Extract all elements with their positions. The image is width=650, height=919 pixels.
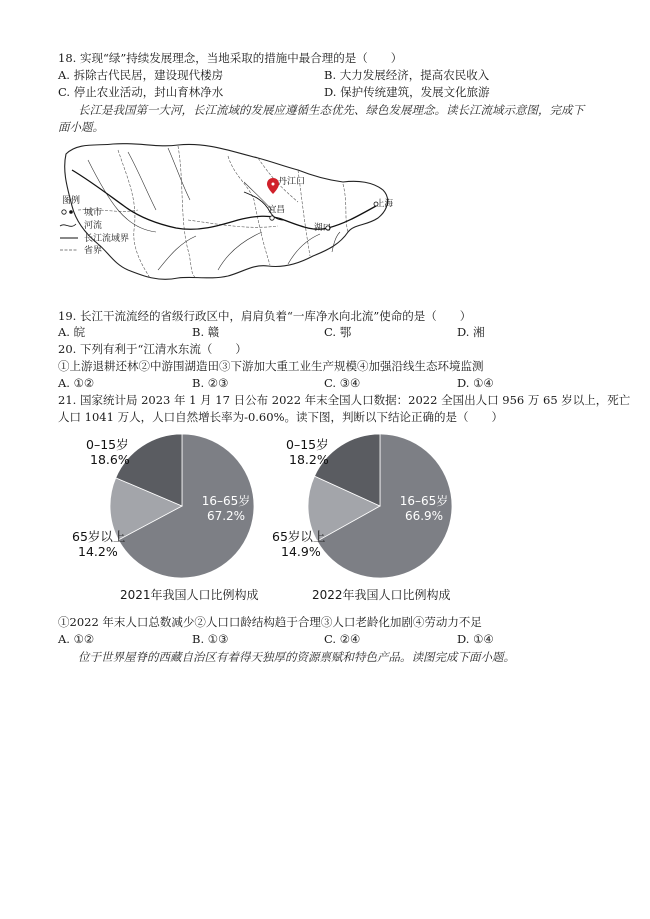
tibet-intro: 位于世界屋脊的西藏自治区有着得天独厚的资源禀赋和特色产品。读图完成下面小题。 (78, 650, 515, 664)
pie2-label-65plus: 65岁以上 (272, 529, 326, 544)
pie2-value-0-15: 18.2% (289, 452, 329, 467)
q21-option-d: D. ①④ (457, 632, 494, 646)
q20-option-a: A. ①② (58, 376, 95, 390)
q21-option-a: A. ①② (58, 632, 95, 646)
q21-items: ①2022 年末人口总数减少②人口口龄结构趋于合理③人口老龄化加剧④劳动力不足 (58, 615, 482, 629)
pie2-label-16-65: 16–65岁 (399, 494, 449, 508)
legend-province: 省界 (84, 246, 103, 256)
pie1-caption: 2021年我国人口比例构成 (120, 588, 259, 602)
q19-option-b: B. 赣 (192, 325, 220, 339)
pie2-label-0-15: 0–15岁 (286, 437, 329, 452)
q20-option-b: B. ②③ (192, 376, 229, 390)
pie1-value-65plus: 14.2% (78, 544, 118, 559)
q19-option-d: D. 湘 (457, 325, 485, 339)
q19-option-a: A. 皖 (58, 325, 86, 339)
legend-title: 图例 (62, 196, 81, 206)
label-hukou: 湖口 (314, 223, 332, 233)
pie1-value-0-15: 18.6% (90, 452, 130, 467)
pie2-value-65plus: 14.9% (281, 544, 321, 559)
q20-option-d: D. ①④ (457, 376, 494, 390)
q18-option-b: B. 大力发展经济，提高农民收入 (324, 68, 490, 82)
q20-stem: 20. 下列有利于“江清水东流（ ） (58, 342, 247, 356)
label-shanghai: 上海 (376, 199, 394, 209)
label-yichang: 宜昌 (268, 205, 286, 215)
pie1-label-16-65: 16–65岁 (201, 494, 251, 508)
q20-option-c: C. ③④ (324, 376, 361, 390)
q18-option-d: D. 保护传统建筑，发展文化旅游 (324, 85, 490, 99)
legend-river: 河流 (84, 221, 103, 231)
q21-stem-line1: 21. 国家统计局 2023 年 1 月 17 日公布 2022 年末全国人口数据：2022 全国出人口 956 万 65 岁以上，死亡 (58, 393, 631, 407)
label-danjiangkou: 丹江口 (278, 177, 306, 187)
q21-stem-line2: 人口 1041 万人，人口自然增长率为-0.60%。读下图，判断以下结论正确的是（ ） (58, 410, 503, 424)
q19-option-c: C. 鄂 (324, 325, 352, 339)
pie2-caption: 2022年我国人口比例构成 (312, 588, 451, 602)
legend-basin: 长江流域界 (84, 234, 130, 244)
pie1-label-65plus: 65岁以上 (72, 529, 126, 544)
legend-city: 城市 (84, 208, 103, 218)
q21-option-c: C. ②④ (324, 632, 361, 646)
q21-option-b: B. ①③ (192, 632, 229, 646)
q18-option-a: A. 拆除古代民居，建设现代楼房 (58, 68, 224, 82)
q20-items: ①上游退耕还林②中游围湖造田③下游加大重工业生产规模④加强沿线生态环境监测 (58, 359, 484, 373)
q19-stem: 19. 长江干流流经的省级行政区中，肩肩负着“一库净水向北流”使命的是（ ） (58, 309, 472, 323)
q18-stem: 18. 实现“绿”持续发展理念，当地采取的措施中最合理的是（ ） (58, 51, 403, 65)
pie1-value-16-65: 67.2% (206, 509, 246, 523)
yangtze-intro-line1: 长江是我国第一大河，长江流域的发展应遵循生态优先、绿色发展理念。读长江流域示意图，完成下 (78, 103, 584, 117)
yangtze-intro-line2: 面小题。 (58, 120, 104, 134)
q18-option-c: C. 停止农业活动，封山育林净水 (58, 85, 224, 99)
pie2-value-16-65: 66.9% (404, 509, 444, 523)
pie1-label-0-15: 0–15岁 (86, 437, 129, 452)
